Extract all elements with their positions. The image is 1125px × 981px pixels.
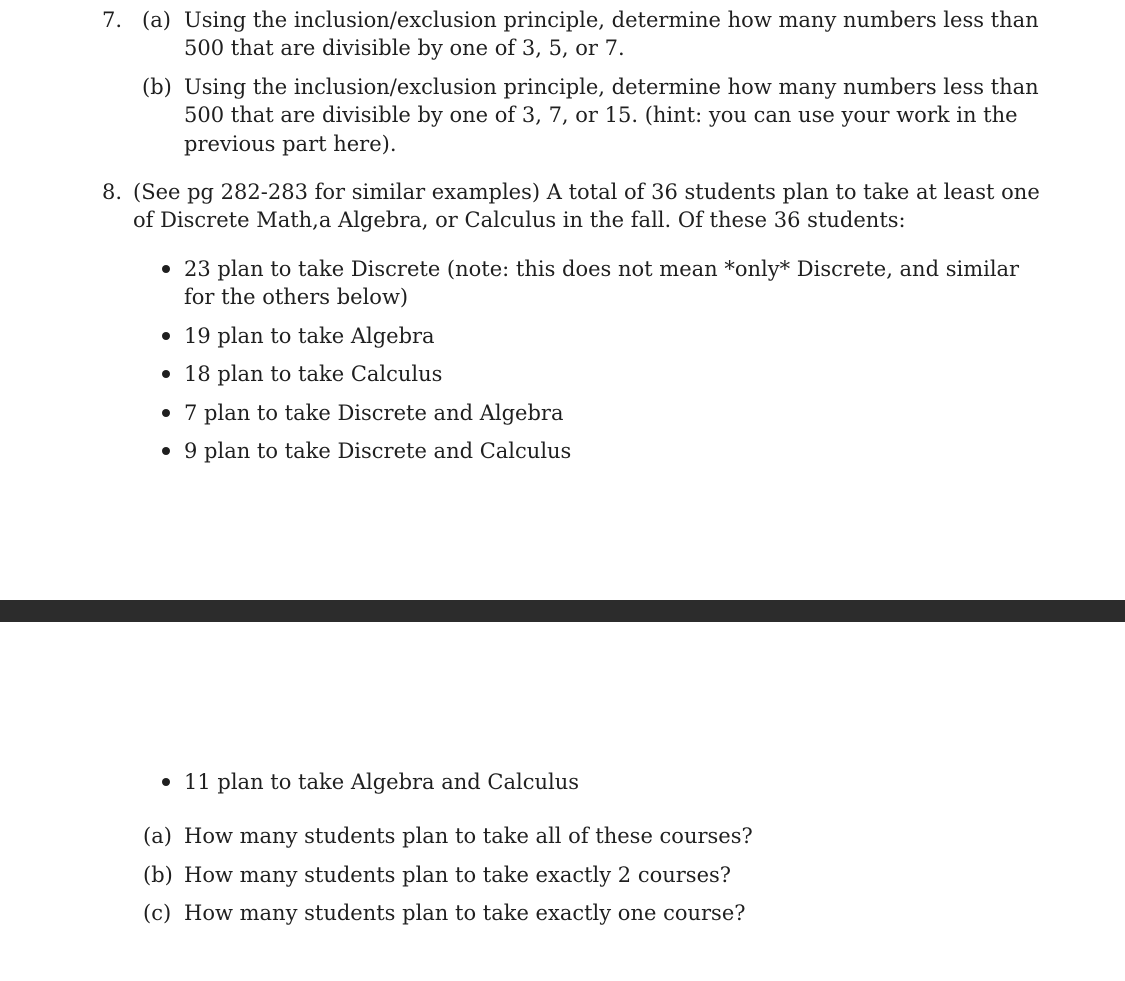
bullet-icon (162, 370, 170, 378)
question-text-line: Using the inclusion/exclusion principle, determine how many numbers less than (184, 75, 1039, 99)
subquestion-text: How many students plan to take exactly 2 courses? (184, 863, 732, 887)
question-text-line: 500 that are divisible by one of 3, 5, or 7. (184, 36, 625, 60)
part-label: (b) (142, 75, 172, 99)
bullet-icon (162, 409, 170, 417)
page-break-divider (0, 600, 1125, 622)
list-item-text: 23 plan to take Discrete (note: this does not mean *only* Discrete, and similar (184, 257, 1020, 281)
question-text-line: of Discrete Math,a Algebra, or Calculus in the fall. Of these 36 students: (133, 208, 906, 232)
question-number: 8. (102, 180, 123, 204)
question-text-line: (See pg 282-283 for similar examples) A total of 36 students plan to take at least one (133, 180, 1040, 204)
question-text-line: Using the inclusion/exclusion principle, determine how many numbers less than (184, 8, 1039, 32)
list-item-text: for the others below) (184, 285, 409, 309)
part-label: (c) (143, 901, 172, 925)
subquestion-text: How many students plan to take exactly one course? (184, 901, 746, 925)
list-item-text: 7 plan to take Discrete and Algebra (184, 401, 564, 425)
bullet-icon (162, 447, 170, 455)
list-item-text: 11 plan to take Algebra and Calculus (184, 770, 580, 794)
list-item-text: 9 plan to take Discrete and Calculus (184, 439, 572, 463)
part-label: (b) (143, 863, 173, 887)
list-item-text: 18 plan to take Calculus (184, 362, 443, 386)
part-label: (a) (143, 824, 172, 848)
question-text-line: previous part here). (184, 132, 397, 156)
subquestion-text: How many students plan to take all of these courses? (184, 824, 753, 848)
bullet-icon (162, 265, 170, 273)
bullet-icon (162, 778, 170, 786)
question-text-line: 500 that are divisible by one of 3, 7, or 15. (hint: you can use your work in the (184, 103, 1018, 127)
bullet-icon (162, 332, 170, 340)
question-number: 7. (102, 8, 123, 32)
list-item-text: 19 plan to take Algebra (184, 324, 435, 348)
part-label: (a) (142, 8, 171, 32)
